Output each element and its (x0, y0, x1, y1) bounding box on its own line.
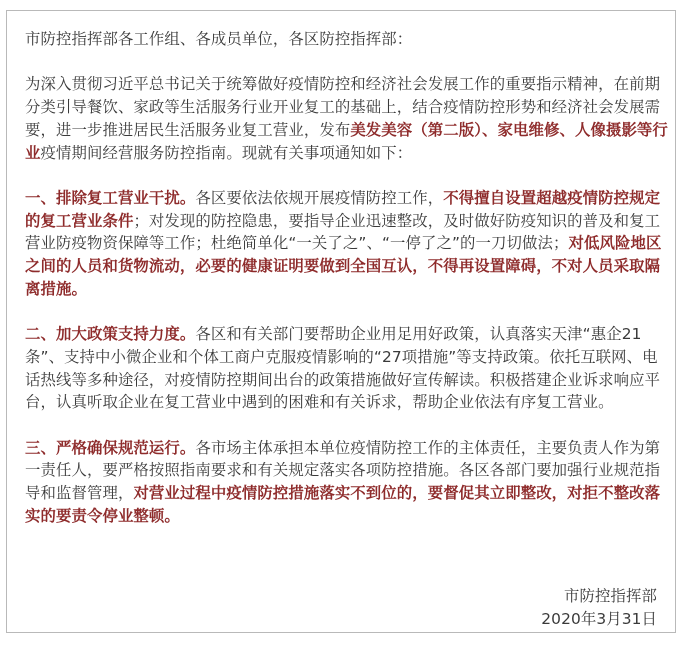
section-3-text-1: 各市场主体承担本单位疫情防控工作的主体责任，主要负责人作为第一责任人，要严格按照指南要求和有关规定落实各项防控措施。各区各部门要加强行业规范指导和监督管理， (25, 438, 661, 502)
section-1-highlight-2: 对低风险地区之间的人员和货物流动，必要的健康证明要做到全国互认，不得再设置障碍，不对人员采取隔离措施。 (25, 234, 662, 298)
section-1-heading: 一、排除复工营业干扰。 (25, 188, 196, 207)
section-1-text-1: 各区要依法依规开展疫情防控工作， (195, 188, 444, 207)
section-1-highlight-1: 不得擅自设置超越疫情防控规定的复工营业条件 (25, 188, 661, 230)
section-3-paragraph (25, 437, 673, 528)
signature-block (541, 585, 657, 630)
section-2-paragraph (25, 323, 673, 414)
salutation: 市防控指挥部各工作组、各成员单位，各区防控指挥部： (25, 30, 413, 48)
section-2-heading: 二、加大政策支持力度。 (25, 325, 196, 344)
intro-text-1: 为深入贯彻习近平总书记关于统筹做好疫情防控和经济社会发展工作的重要指示精神，在前期分类引导餐饮、家政等生活服务行业开业复工的基础上，结合疫情防控形势和经济社会发展需要，进一步推进居民生活服务业复工营业，发布 (25, 75, 661, 139)
notice-body (25, 28, 673, 527)
section-3-highlight-1: 对营业过程中疫情防控措施落实不到位的，要督促其立即整改，对拒不整改落实的要责令停业整顿。 (25, 484, 661, 525)
paragraph-gap (25, 164, 673, 187)
intro-text-2: 疫情期间经营服务防控指南。现就有关事项通知如下： (40, 143, 413, 162)
paragraph-gap (25, 300, 673, 323)
intro-paragraph (25, 73, 673, 164)
signature-org: 市防控指挥部 (564, 587, 657, 605)
paragraph-gap (25, 414, 673, 437)
notice-frame (6, 10, 676, 633)
section-1-text-2: ；对发现的防控隐患，要指导企业迅速整改，及时做好防疫知识的普及和复工营业防疫物资保障等工作；杜绝简单化“一关了之”、“一停了之”的一刀切做法； (25, 211, 661, 253)
section-3-heading: 三、严格确保规范运行。 (25, 438, 196, 457)
section-2-text-1: 各区和有关部门要帮助企业用足用好政策，认真落实天津“惠企21条”、支持中小微企业和个体工商户克服疫情影响的“27项措施”等支持政策。依托互联网、电话热线等多种途径，对疫情防控期间出台的政策措施做好宣传解读。积极搭建企业诉求响应平台，认真听取企业在复工营业中遇到的困难和有关诉求，帮助企业依法有序复工营业。 (25, 325, 661, 412)
signature-date: 2020年3月31日 (541, 609, 657, 628)
intro-highlight: 美发美容（第二版）、家电维修、人像摄影等行业 (25, 120, 668, 162)
paragraph-gap (25, 51, 673, 74)
section-1-paragraph (25, 187, 673, 301)
